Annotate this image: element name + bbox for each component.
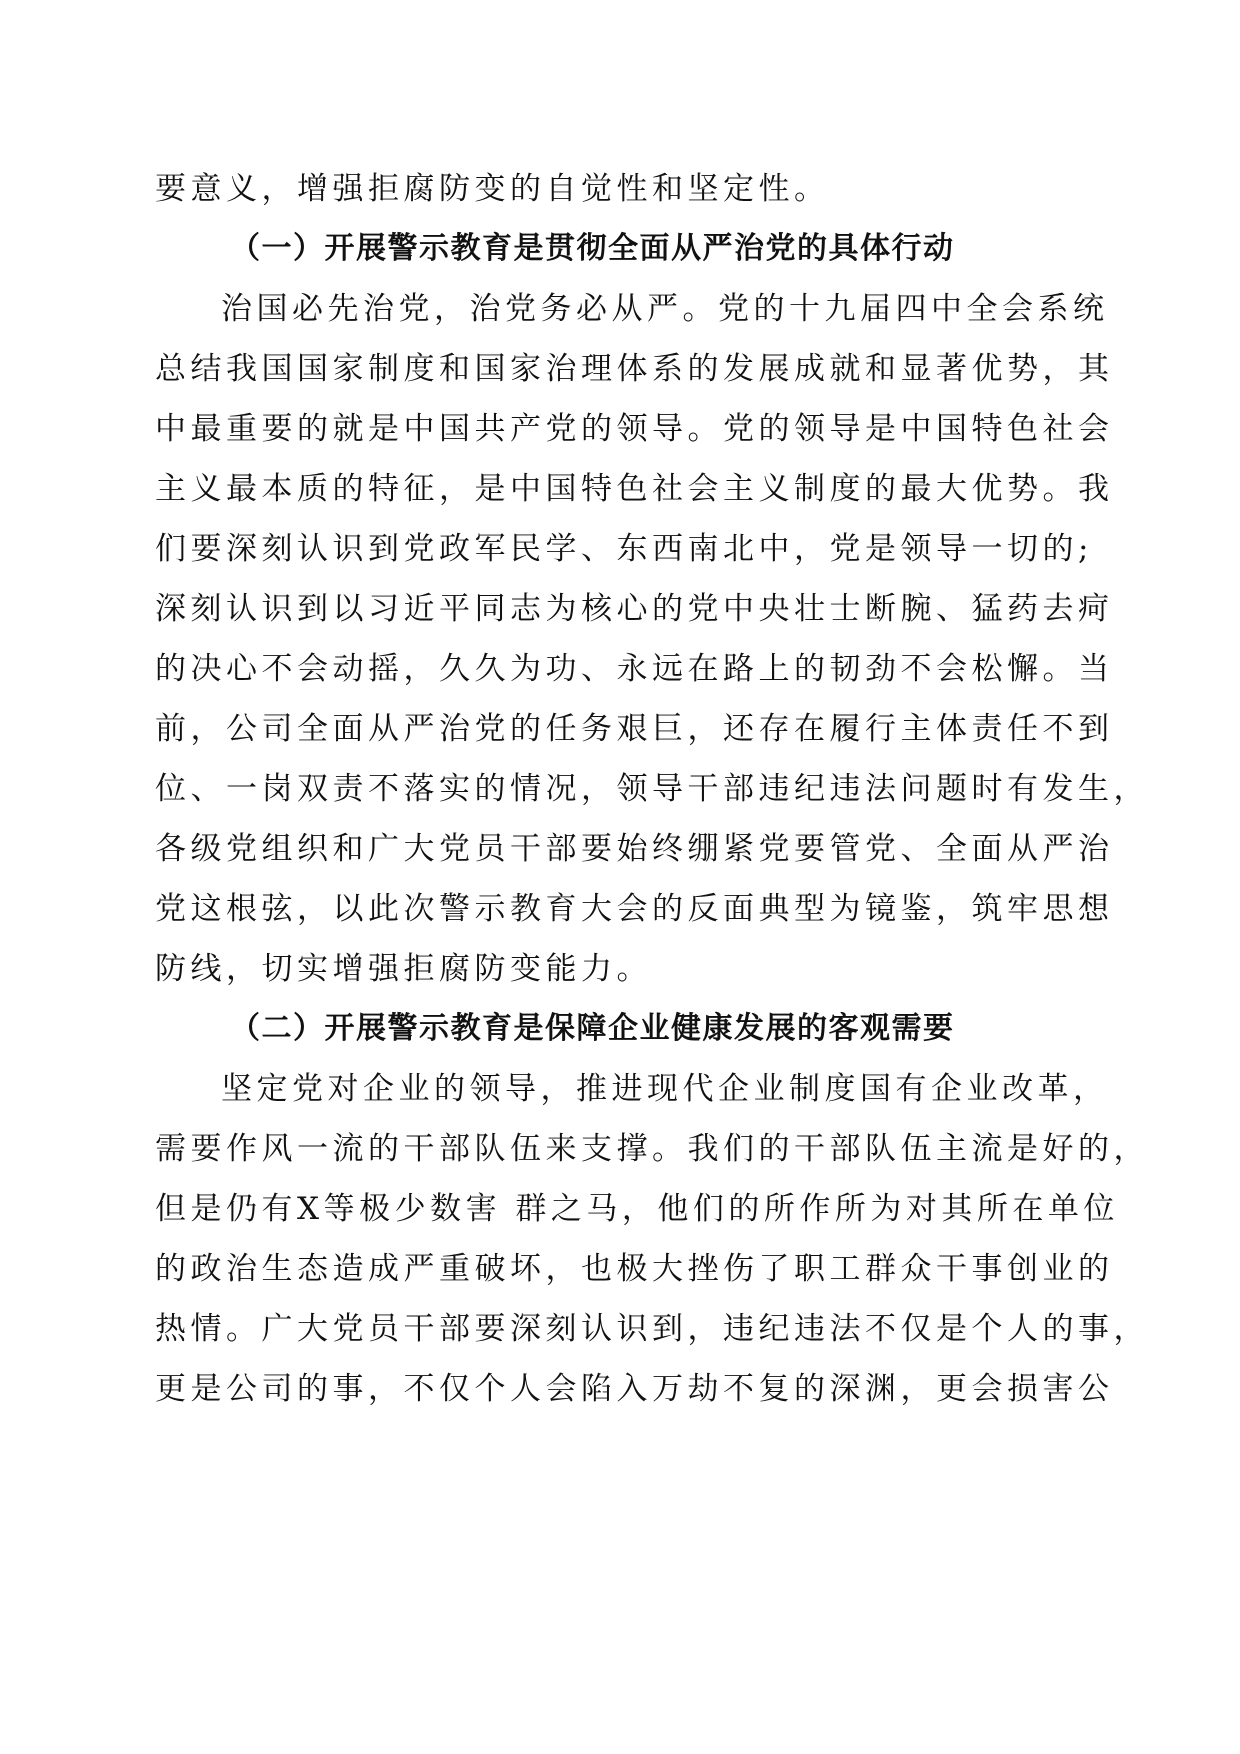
section-1-paragraph-line: 们要深刻认识到党政军民学、东西南北中，党是领导一切的; (155, 531, 1093, 567)
intro-line: 要意义，增强拒腐防变的自觉性和坚定性。 (155, 171, 830, 207)
section-1-paragraph-line: 主义最本质的特征，是中国特色社会主义制度的最大优势。我 (155, 471, 1114, 507)
section-2-paragraph-line: 的政治生态造成严重破坏，也极大挫伤了职工群众干事创业的 (155, 1251, 1114, 1287)
section-1-paragraph-line: 的决心不会动摇，久久为功、永远在路上的韧劲不会松懈。当 (155, 651, 1114, 687)
section-2-heading: （二）开展警示教育是保障企业健康发展的客观需要 (230, 1011, 955, 1046)
section-1-paragraph-line: 党这根弦，以此次警示教育大会的反面典型为镜鉴，筑牢思想 (155, 891, 1114, 927)
section-1-paragraph-line: 治国必先治党，治党务必从严。党的十九届四中全会系统 (221, 291, 1109, 327)
section-2-paragraph-line: 需要作风一流的干部队伍来支撑。我们的干部队伍主流是好的， (155, 1131, 1149, 1167)
section-1-paragraph-line: 深刻认识到以习近平同志为核心的党中央壮士断腕、猛药去疴 (155, 591, 1114, 627)
section-1-paragraph-line: 防线，切实增强拒腐防变能力。 (155, 951, 652, 987)
section-1-paragraph-line: 中最重要的就是中国共产党的领导。党的领导是中国特色社会 (155, 411, 1114, 447)
section-1-paragraph-line: 各级党组织和广大党员干部要始终绷紧党要管党、全面从严治 (155, 831, 1114, 867)
section-1-paragraph-line: 位、一岗双责不落实的情况，领导干部违纪违法问题时有发生， (155, 771, 1149, 807)
section-2-paragraph-line: 但是仍有X等极少数害 群之马，他们的所作所为对其所在单位 (155, 1191, 1119, 1227)
section-1-paragraph-line: 前，公司全面从严治党的任务艰巨，还存在履行主体责任不到 (155, 711, 1114, 747)
section-2-paragraph-line: 热情。广大党员干部要深刻认识到，违纪违法不仅是个人的事， (155, 1311, 1149, 1347)
section-1-paragraph-line: 总结我国国家制度和国家治理体系的发展成就和显著优势，其 (155, 351, 1114, 387)
section-1-heading: （一）开展警示教育是贯彻全面从严治党的具体行动 (230, 231, 955, 266)
section-2-paragraph-line: 坚定党对企业的领导，推进现代企业制度国有企业改革， (221, 1071, 1109, 1107)
section-2-paragraph-line: 更是公司的事，不仅个人会陷入万劫不复的深渊，更会损害公 (155, 1371, 1114, 1407)
